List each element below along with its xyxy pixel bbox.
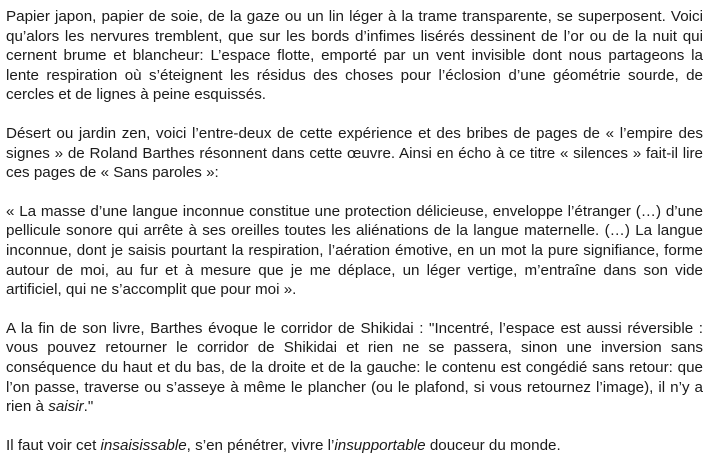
italic-saisir: saisir — [48, 398, 84, 416]
paragraph-5 — [6, 436, 703, 455]
paragraph-4-ending: ." — [83, 398, 94, 416]
paragraph-5-text-3: douceur du monde. — [425, 436, 561, 454]
paragraph-3-quote: « La masse d’une langue inconnue constitue une protection délicieuse, enveloppe l’étranger (…) d’une pellicule sonore qui arrête à ses oreilles toutes les aliénations de la langue maternelle. (…) La langue inconnue, dont je saisis pourtant la respiration, l’aération émotive, en un mot la pure signifiance, forme autour de moi, au fur et à mesure que je me déplace, un léger vertige, m’entraîne dans son vide artificiel, qui ne s’accomplit que pour moi ». — [6, 202, 703, 299]
paragraph-2: Désert ou jardin zen, voici l’entre-deux de cette expérience et des bribes de pages de « l’empire des signes » de Roland Barthes résonnent dans cette œuvre. Ainsi en écho à ce titre « silences » fait-il lire ces pages de « Sans paroles »: — [6, 124, 703, 182]
italic-insupportable: insupportable — [334, 436, 426, 454]
paragraph-4 — [6, 319, 703, 417]
paragraph-1: Papier japon, papier de soie, de la gaze ou un lin léger à la trame transparente, se superposent. Voici qu’alors les nervures tremblent, que sur les bords d’infimes lisérés dessinent de l’or ou de la nuit qui cernent brume et blancheur: L’espace flotte, emporté par un vent invisible dont nous partageons la lente respiration où s’éteignent les résidus des choses pour l’éclosion d’une géométrie sourde, de cercles et de lignes à peine esquissés. — [6, 8, 703, 104]
paragraph-5-text-2: , s’en pénétrer, vivre l’ — [186, 436, 335, 454]
paragraph-5-text-1: Il faut voir cet — [6, 436, 101, 454]
paragraph-4-text: A la fin de son livre, Barthes évoque le corridor de Shikidai : "Incentré, l’espace est aussi réversible : vous pouvez retourner le corridor de Shikidai et rien ne se passera, sinon une inversion sans conséquence du haut et du bas, de la droite et de la gauche: le contenu est congédié sans retour: que l’on passe, traverse ou s’asseye à même le plancher (ou le plafond, si vous retournez l’image), il n’y a rien à — [6, 319, 703, 416]
italic-insaisissable: insaisissable — [100, 436, 187, 454]
